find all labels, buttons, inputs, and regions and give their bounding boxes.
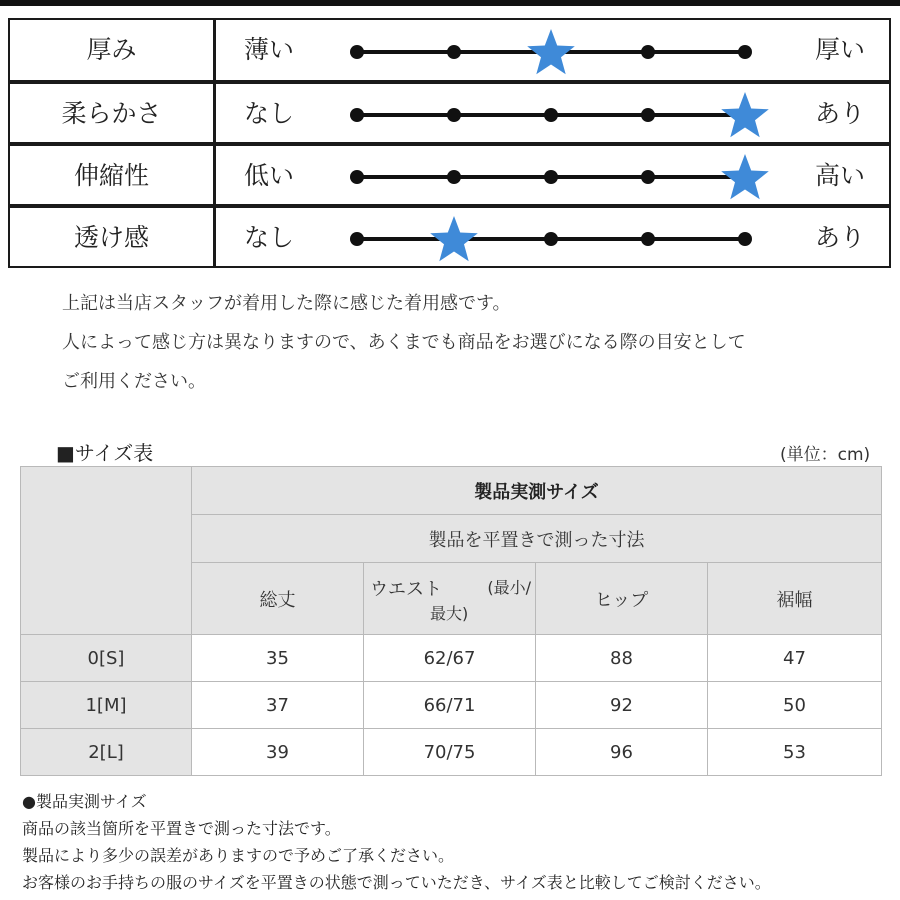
scale-low-label: なし [243,99,294,128]
size-table [20,466,882,776]
table-cell: 37 [192,682,364,729]
scale-dot [738,45,752,59]
scale-dot [447,45,461,59]
size-table-unit: (単位：cm) [780,445,871,465]
table-row [21,729,882,776]
table-cell: 70/75 [364,729,536,776]
scale-dot [641,45,655,59]
scale-dot [738,232,752,246]
scale-high-label: あり [814,99,865,128]
footer-heading: ●製品実測サイズ [22,792,147,811]
scale-dot [350,45,364,59]
size-table-title: ■サイズ表 [56,441,154,465]
table-cell: 92 [536,682,708,729]
scale-label: 透け感 [73,223,149,252]
header-main: 製品実測サイズ [192,467,882,515]
scale-dot [544,232,558,246]
table-cell: 39 [192,729,364,776]
footer-line: 製品により多少の誤差がありますので予めご了承ください。 [22,846,455,865]
scale-high-label: あり [814,223,865,252]
table-cell: 96 [536,729,708,776]
scale-row-thickness [10,20,889,80]
size-table-corner [21,467,192,635]
scale-label: 伸縮性 [73,161,149,190]
waist-note-min: (最小/ [487,578,531,597]
scale-track [10,146,889,204]
scale-high-label: 厚い [814,35,865,64]
column-header-length: 総丈 [192,563,364,635]
table-cell: 53 [708,729,882,776]
note-line: ご利用ください。 [62,371,206,392]
scale-dot [350,170,364,184]
scale-row-softness [10,84,889,142]
scale-low-label: なし [243,223,294,252]
scale-dot [544,170,558,184]
table-row [21,635,882,682]
scale-dot [350,232,364,246]
waist-note-max: 最大) [430,604,469,623]
scale-low-label: 低い [243,161,294,190]
star-marker-icon [430,216,478,261]
scale-track [10,20,889,80]
scale-dot [350,108,364,122]
scale-label: 柔らかさ [61,99,162,128]
footer-line: お客様のお手持ちの服のサイズを平置きの状態で測っていただき、サイズ表と比較してご検討ください。 [22,873,771,892]
scale-dot [544,108,558,122]
scale-low-label: 薄い [243,35,294,64]
size-label: 2[L] [21,729,192,776]
table-cell: 66/71 [364,682,536,729]
table-cell: 62/67 [364,635,536,682]
table-cell: 35 [192,635,364,682]
scale-label: 厚み [86,35,137,64]
column-header-waist [364,563,536,635]
scale-track [10,208,889,266]
scale-high-label: 高い [814,161,865,190]
star-marker-icon [527,29,575,74]
table-cell: 50 [708,682,882,729]
table-row [21,682,882,729]
footer-line: 商品の該当箇所を平置きで測った寸法です。 [22,819,341,838]
size-label: 1[M] [21,682,192,729]
star-marker-icon [721,92,769,137]
scale-dot [641,232,655,246]
scale-track [10,84,889,142]
scale-dot [447,170,461,184]
scale-row-stretch [10,146,889,204]
top-border [0,0,900,6]
size-label: 0[S] [21,635,192,682]
scale-dot [447,108,461,122]
scale-row-sheerness [10,208,889,266]
column-header-hip: ヒップ [536,563,708,635]
waist-label: ウエスト [370,579,442,600]
column-header-hem: 裾幅 [708,563,882,635]
note-line: 上記は当店スタッフが着用した際に感じた着用感です。 [62,293,511,314]
table-cell: 88 [536,635,708,682]
star-marker-icon [721,154,769,199]
header-sub: 製品を平置きで測った寸法 [192,515,882,563]
scale-dot [641,108,655,122]
note-line: 人によって感じ方は異なりますので、あくまでも商品をお選びになる際の目安として [62,332,746,353]
feel-scale-table [8,18,891,268]
scale-dot [641,170,655,184]
table-cell: 47 [708,635,882,682]
